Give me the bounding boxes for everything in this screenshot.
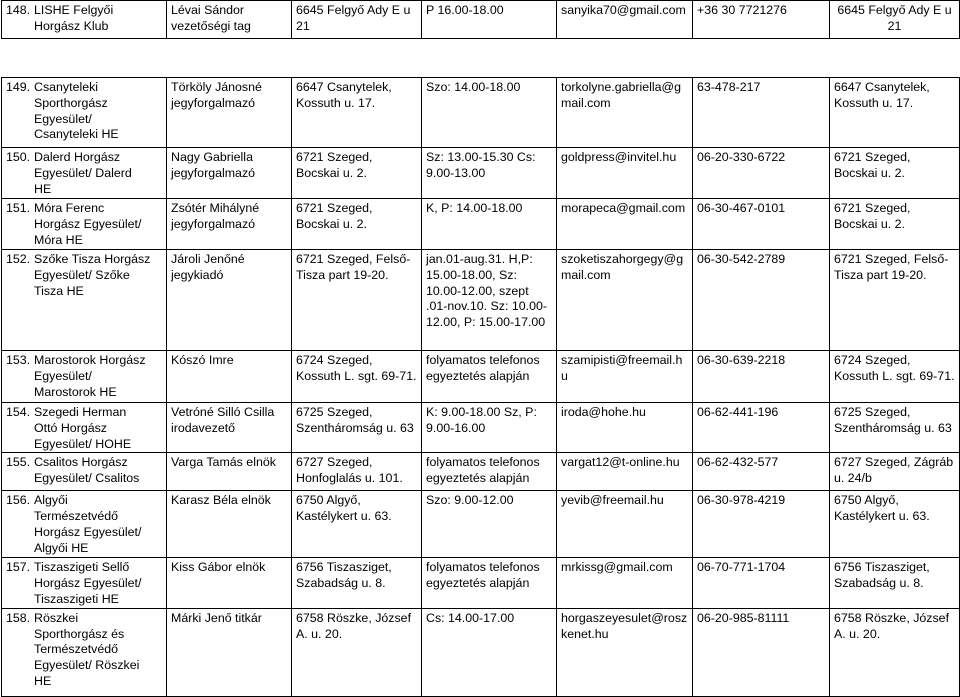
- club-cell: [2, 403, 167, 453]
- row-number: 149.: [6, 80, 31, 94]
- mail-address-cell: 6725 Szeged, Szentháromság u. 63: [830, 403, 960, 453]
- phone-cell: +36 30 7721276: [693, 1, 830, 39]
- hours-cell: jan.01-aug.31. H,P: 15.00-18.00, Sz: 10.00-12.00, szept .01-nov.10. Sz: 10.00-12.00, P: 15.00-17.00: [422, 250, 557, 351]
- club-name: Csalitos Horgász Egyesület/ Csalitos: [34, 455, 140, 486]
- club-name: Csanyteleki Sporthorgász Egyesület/ Csanyteleki HE: [34, 80, 119, 142]
- mail-address-cell: 6647 Csanytelek, Kossuth u. 17.: [830, 78, 960, 148]
- hours-cell: Cs: 14.00-17.00: [422, 608, 557, 696]
- club-cell: [2, 1, 167, 39]
- email-cell: vargat12@t-online.hu: [557, 453, 693, 491]
- row-number: 152.: [6, 252, 31, 266]
- phone-cell: 06-20-330-6722: [693, 148, 830, 199]
- phone-cell: 06-30-639-2218: [693, 351, 830, 403]
- hours-cell: P 16.00-18.00: [422, 1, 557, 39]
- row-number: 150.: [6, 150, 31, 164]
- address-cell: 6724 Szeged, Kossuth L. sgt. 69-71.: [292, 351, 422, 403]
- leader-cell: Márki Jenő titkár: [167, 608, 292, 696]
- table-row: [2, 491, 960, 558]
- club-cell: [2, 558, 167, 608]
- mail-address-cell: 6758 Röszke, József A. u. 20.: [830, 608, 960, 696]
- table-row: [2, 148, 960, 199]
- hours-cell: folyamatos telefonos egyeztetés alapján: [422, 351, 557, 403]
- address-cell: 6645 Felgyő Ady E u 21: [292, 1, 422, 39]
- table-body: [2, 1, 960, 697]
- table-row: [2, 199, 960, 250]
- mail-address-cell: 6721 Szeged, Felső-Tisza part 19-20.: [830, 250, 960, 351]
- club-cell: [2, 148, 167, 199]
- mail-address-cell: 6727 Szeged, Zágráb u. 24/b: [830, 453, 960, 491]
- email-cell: torkolyne.gabriella@gmail.com: [557, 78, 693, 148]
- mail-address-cell: 6721 Szeged, Bocskai u. 2.: [830, 199, 960, 250]
- club-cell: [2, 250, 167, 351]
- club-cell: [2, 453, 167, 491]
- row-number: 158.: [6, 610, 31, 625]
- row-number: 154.: [6, 405, 31, 419]
- phone-cell: 06-20-985-81111: [693, 608, 830, 696]
- table-row: [2, 453, 960, 491]
- club-name: Szőke Tisza Horgász Egyesület/ Szőke Tisza HE: [34, 252, 151, 298]
- hours-cell: Szo: 9.00-12.00: [422, 491, 557, 558]
- email-cell: horgaszeyesulet@roszkenet.hu: [557, 608, 693, 696]
- table-row: [2, 250, 960, 351]
- leader-cell: Kiss Gábor elnök: [167, 558, 292, 608]
- leader-cell: Nagy Gabriella jegyforgalmazó: [167, 148, 292, 199]
- club-name: Szegedi Herman Ottó Horgász Egyesület/ HOHE: [34, 405, 132, 451]
- hours-cell: K: 9.00-18.00 Sz, P: 9.00-16.00: [422, 403, 557, 453]
- email-cell: goldpress@invitel.hu: [557, 148, 693, 199]
- club-name: LISHE Felgyői Horgász Klub: [34, 3, 114, 33]
- email-cell: iroda@hohe.hu: [557, 403, 693, 453]
- club-cell: [2, 608, 167, 696]
- club-cell: [2, 491, 167, 558]
- club-directory-table: [1, 0, 960, 697]
- email-cell: sanyika70@gmail.com: [557, 1, 693, 39]
- email-cell: mrkissg@gmail.com: [557, 558, 693, 608]
- phone-cell: 06-30-467-0101: [693, 199, 830, 250]
- address-cell: 6756 Tiszasziget, Szabadság u. 8.: [292, 558, 422, 608]
- mail-address-cell: 6724 Szeged, Kossuth L. sgt. 69-71.: [830, 351, 960, 403]
- row-number: 148.: [6, 3, 31, 17]
- leader-cell: Kószó Imre: [167, 351, 292, 403]
- phone-cell: 06-30-978-4219: [693, 491, 830, 558]
- leader-cell: Jároli Jenőné jegykiadó: [167, 250, 292, 351]
- email-cell: szoketiszahorgegy@gmail.com: [557, 250, 693, 351]
- mail-address-cell: 6721 Szeged, Bocskai u. 2.: [830, 148, 960, 199]
- phone-cell: 06-70-771-1704: [693, 558, 830, 608]
- address-cell: 6721 Szeged, Bocskai u. 2.: [292, 199, 422, 250]
- hours-cell: folyamatos telefonos egyeztetés alapján: [422, 453, 557, 491]
- mail-address-cell: 6645 Felgyő Ady E u 21: [830, 1, 960, 39]
- club-name: Algyői Természetvédő Horgász Egyesület/ Algyői HE: [34, 493, 142, 555]
- mail-address-cell: 6750 Algyő, Kastélykert u. 63.: [830, 491, 960, 558]
- address-cell: 6647 Csanytelek, Kossuth u. 17.: [292, 78, 422, 148]
- email-cell: morapeca@gmail.com: [557, 199, 693, 250]
- hours-cell: folyamatos telefonos egyeztetés alapján: [422, 558, 557, 608]
- leader-cell: Vetróné Silló Csilla irodavezető: [167, 403, 292, 453]
- hours-cell: Szo: 14.00-18.00: [422, 78, 557, 148]
- row-number: 155.: [6, 455, 31, 470]
- club-name: Móra Ferenc Horgász Egyesület/ Móra HE: [34, 201, 142, 247]
- club-cell: [2, 78, 167, 148]
- club-name: Dalerd Horgász Egyesület/ Dalerd HE: [34, 150, 132, 196]
- email-cell: yevib@freemail.hu: [557, 491, 693, 558]
- club-name: Röszkei Sporthorgász és Természetvédő Egyesület/ Röszkei HE: [34, 610, 140, 688]
- table-row: [2, 558, 960, 608]
- club-cell: [2, 351, 167, 403]
- club-name: Marostorok Horgász Egyesület/ Marostorok HE: [34, 353, 146, 399]
- phone-cell: 06-62-432-577: [693, 453, 830, 491]
- club-name: Tiszaszigeti Sellő Horgász Egyesület/ Tiszaszigeti HE: [34, 560, 142, 606]
- row-number: 156.: [6, 493, 31, 508]
- address-cell: 6721 Szeged, Felső-Tisza part 19-20.: [292, 250, 422, 351]
- mail-address-cell: 6756 Tiszasziget, Szabadság u. 8.: [830, 558, 960, 608]
- hours-cell: K, P: 14.00-18.00: [422, 199, 557, 250]
- row-number: 153.: [6, 353, 31, 367]
- club-cell: [2, 199, 167, 250]
- leader-cell: Zsótér Mihályné jegyforgalmazó: [167, 199, 292, 250]
- email-cell: szamipisti@freemail.hu: [557, 351, 693, 403]
- table-row: [2, 78, 960, 148]
- address-cell: 6750 Algyő, Kastélykert u. 63.: [292, 491, 422, 558]
- row-number: 157.: [6, 560, 31, 575]
- row-number: 151.: [6, 201, 31, 215]
- table-row: [2, 351, 960, 403]
- table-row: [2, 608, 960, 696]
- hours-cell: Sz: 13.00-15.30 Cs: 9.00-13.00: [422, 148, 557, 199]
- leader-cell: Törköly Jánosné jegyforgalmazó: [167, 78, 292, 148]
- phone-cell: 06-30-542-2789: [693, 250, 830, 351]
- address-cell: 6721 Szeged, Bocskai u. 2.: [292, 148, 422, 199]
- address-cell: 6727 Szeged, Honfoglalás u. 101.: [292, 453, 422, 491]
- address-cell: 6758 Röszke, József A. u. 20.: [292, 608, 422, 696]
- row-gap: [2, 39, 960, 78]
- leader-cell: Lévai Sándor vezetőségi tag: [167, 1, 292, 39]
- table-row: [2, 1, 960, 39]
- phone-cell: 63-478-217: [693, 78, 830, 148]
- leader-cell: Varga Tamás elnök: [167, 453, 292, 491]
- leader-cell: Karasz Béla elnök: [167, 491, 292, 558]
- phone-cell: 06-62-441-196: [693, 403, 830, 453]
- address-cell: 6725 Szeged, Szentháromság u. 63: [292, 403, 422, 453]
- table-row: [2, 403, 960, 453]
